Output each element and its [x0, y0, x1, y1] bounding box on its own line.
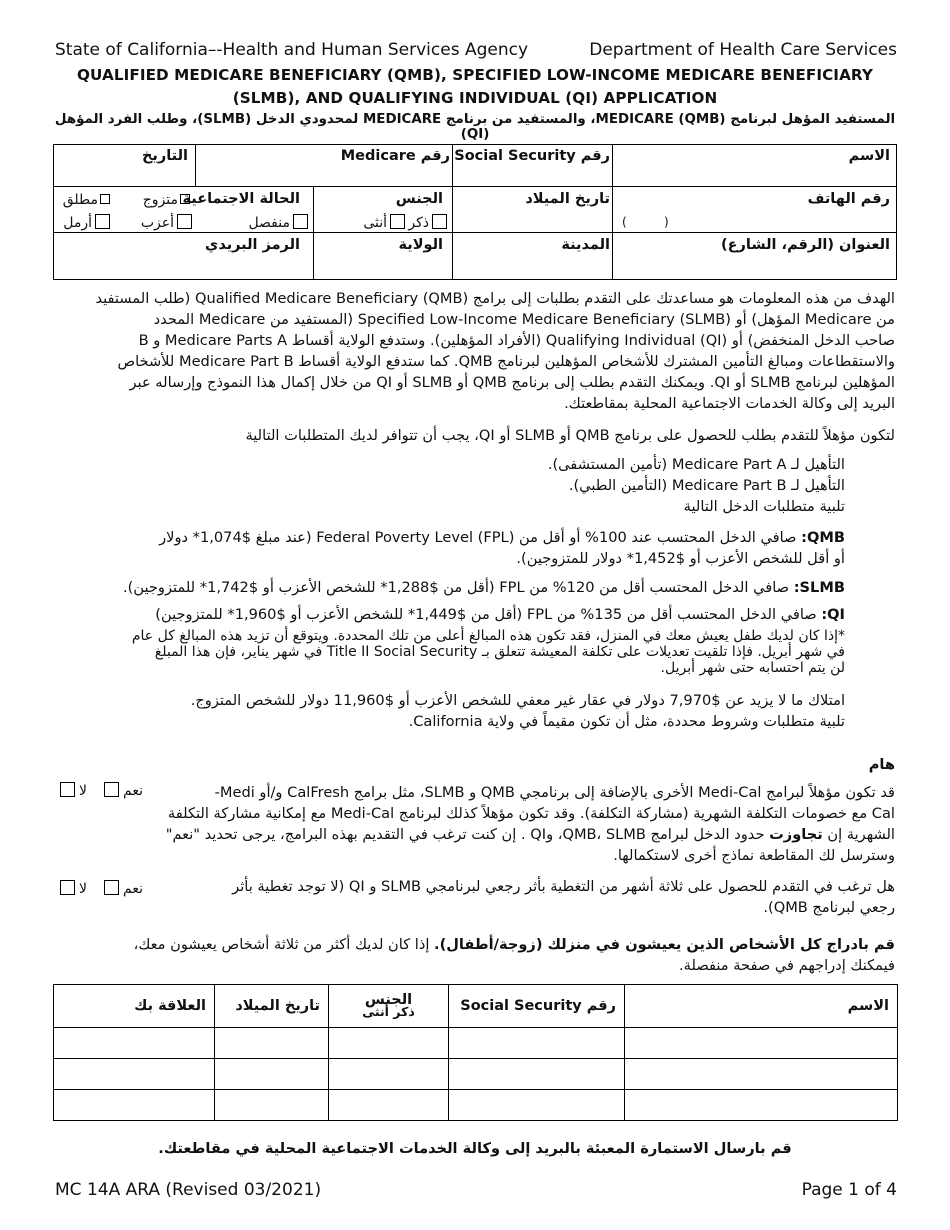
phone-paren-open: ( [622, 215, 627, 229]
question-emphasis: تجاوزت [769, 826, 823, 843]
col-relationship: العلاقة بك [54, 985, 215, 1028]
cell-input[interactable] [215, 1028, 329, 1059]
address-label: العنوان (الرقم، الشارع) [721, 237, 890, 253]
qi-income [0, 604, 845, 625]
widowed-checkbox[interactable] [95, 214, 110, 229]
married-checkbox[interactable] [180, 194, 190, 204]
divorced-checkbox[interactable] [100, 194, 110, 204]
phone-paren-close: ) [664, 215, 669, 229]
cell-input[interactable] [215, 1059, 329, 1090]
asset-requirements [0, 690, 845, 732]
q2-yes-option[interactable] [104, 880, 143, 897]
state-label: الولاية [398, 237, 443, 253]
sex-label: الجنس [395, 191, 443, 207]
zip-label: الرمز البريدي [205, 237, 300, 253]
requirements-list [45, 454, 845, 517]
qi-text: صافي الدخل المحتسب أقل من 135% من FPL (أقل من $1,449* للشخص الأعزب أو $1,960* للمتزوجين) [155, 606, 817, 623]
intro-line: الهدف من هذه المعلومات هو مساعدتك على التقدم بطلبات إلى برامج Qualified Medicare Beneficiary (QMB) (طلب المستفيد [95, 290, 895, 307]
cell-input[interactable] [625, 1028, 898, 1059]
sex-male-option[interactable] [408, 214, 447, 231]
qmb-text-cont: أو أقل للشخص الأعزب أو $1,452* دولار للمتزوجين). [516, 550, 845, 567]
col-ssn: رقم Social Security [449, 985, 625, 1028]
name-label: الاسم [848, 148, 890, 164]
medicare-label: رقم Medicare [340, 148, 450, 164]
slmb-label: SLMB: [793, 579, 845, 596]
cell-input[interactable] [449, 1059, 625, 1090]
q1-yes-option[interactable] [104, 782, 143, 799]
married-label: متزوج [142, 192, 178, 208]
household-instr-text: إذا كان لديك أكثر من ثلاثة أشخاص يعيشون معك، [133, 936, 435, 953]
mail-instruction: قم بارسال الاستمارة المعبئة بالبريد إلى وكالة الخدمات الاجتماعية المحلية في مقاطعتك. [158, 1140, 792, 1157]
qi-label: QI: [821, 606, 845, 623]
cell-input[interactable] [625, 1090, 898, 1121]
intro-line: والاستقطاعات ومبالغ التأمين المشترك للأشخاص المؤهلين لبرنامج QMB. كما ستدفع الولاية أقساط Medicare Part B للأشخاص [117, 353, 895, 370]
form-id: MC 14A ARA (Revised 03/2021) [55, 1180, 322, 1200]
cell-input[interactable] [54, 1028, 215, 1059]
applicant-info-grid [53, 144, 897, 280]
cell-input[interactable] [329, 1028, 449, 1059]
requirement-item: التأهيل لـ Medicare Part B (التأمين الطبي). [568, 477, 845, 494]
widowed-option[interactable] [63, 214, 110, 231]
grid-row-divider [53, 232, 897, 233]
q1-no-checkbox[interactable] [60, 782, 75, 797]
income-footnote [0, 628, 845, 676]
footnote-line: لن يتم احتسابه حتى شهر أبريل. [660, 660, 845, 676]
form-title-arabic: المستفيد المؤهل لبرنامج (MEDICARE (QMB، والمستفيد من برنامج MEDICARE لمحدودي الدخل (SLMB)، وطلب الفرد المؤهل (QI) [54, 112, 896, 142]
grid-row-divider [53, 186, 897, 187]
form-title-line2: (SLMB), AND QUALIFYING INDIVIDUAL (QI) APPLICATION [232, 89, 718, 107]
table-header-row [54, 985, 898, 1028]
question-text: الشهرية إن [822, 826, 895, 843]
col-sex-sub: ذكر أنثى [362, 1004, 415, 1019]
important-heading: هام [868, 756, 895, 773]
cell-input[interactable] [329, 1090, 449, 1121]
marital-label: الحالة الاجتماعية [182, 191, 300, 207]
requirements-intro: لتكون مؤهلاً للتقدم بطلب للحصول على برنامج QMB أو SLMB أو QI، يجب أن تتوافر لديك المتطلبات التالية [245, 427, 895, 444]
separated-option[interactable] [248, 214, 308, 231]
q2-no-option[interactable] [60, 880, 87, 897]
question-line: وسترسل لك المقاطعة نماذج أخرى لاستكمالها. [613, 847, 895, 864]
city-label: المدينة [561, 237, 610, 253]
question-line: قد تكون مؤهلاً لبرامج Medi-Cal الأخرى بالإضافة إلى برنامجي QMB و SLMB، مثل برامج CalFresh و/أو Medi- [214, 784, 895, 801]
cell-input[interactable] [329, 1059, 449, 1090]
date-label: التاريخ [141, 148, 188, 164]
cell-input[interactable] [215, 1090, 329, 1121]
household-table [53, 984, 898, 1121]
asset-line: امتلاك ما لا يزيد عن $7,970 دولار في عقار غير معفي للشخص الأعزب أو $11,960 دولار للشخص المتزوج. [190, 692, 845, 709]
intro-paragraph [35, 288, 895, 414]
col-dob: تاريخ الميلاد [215, 985, 329, 1028]
form-title-line1: QUALIFIED MEDICARE BENEFICIARY (QMB), SPECIFIED LOW-INCOME MEDICARE BENEFICIARY [77, 66, 873, 84]
dob-label: تاريخ الميلاد [525, 191, 610, 207]
col-name: الاسم [625, 985, 898, 1028]
household-instructions [35, 934, 895, 976]
household-instr-text: فيمكنك إدراجهم في صفحة منفصلة. [679, 957, 895, 974]
no-label: لا [79, 881, 87, 897]
q1-no-option[interactable] [60, 782, 87, 799]
ssn-label: رقم Social Security [454, 148, 610, 164]
male-label: ذكر [408, 215, 429, 231]
phone-label: رقم الهاتف [807, 191, 890, 207]
single-label: أعزب [140, 215, 174, 231]
no-label: لا [79, 783, 87, 799]
q2-yes-checkbox[interactable] [104, 880, 119, 895]
q2-no-checkbox[interactable] [60, 880, 75, 895]
col-sex-title: الجنس [364, 992, 413, 1008]
asset-line: تلبية متطلبات وشروط محددة، مثل أن تكون مقيماً في ولاية California. [408, 713, 845, 730]
male-checkbox[interactable] [432, 214, 447, 229]
col-sex [329, 985, 449, 1028]
slmb-income [0, 577, 845, 598]
divorced-option[interactable] [63, 192, 110, 208]
requirement-item: التأهيل لـ Medicare Part A (تأمين المستشفى). [547, 456, 845, 473]
grid-col-divider [195, 144, 196, 186]
question-line: Cal مع خصومات التكلفة الشهرية (مشاركة التكلفة). وقد تكون مؤهلاً كذلك لبرنامج Medi-Cal مع إمكانية مشاركة التكلفة [167, 805, 895, 822]
single-option[interactable] [141, 214, 192, 231]
female-checkbox[interactable] [390, 214, 405, 229]
question-line: رجعي لبرنامج QMB). [763, 899, 895, 916]
sex-female-option[interactable] [363, 214, 405, 231]
grid-col-divider [313, 186, 314, 280]
household-instr-bold: قم بادراج كل الأشخاص الذين يعيشون في منزلك (زوجة/أطفال). [434, 936, 895, 953]
cell-input[interactable] [625, 1059, 898, 1090]
cell-input[interactable] [449, 1090, 625, 1121]
requirement-item: تلبية متطلبات الدخل التالية [683, 498, 845, 515]
cell-input[interactable] [54, 1059, 215, 1090]
intro-line: صاحب الدخل المنخفض) أو Qualifying Individual (QI) (الأفراد المؤهلين). وستدفع الولاية أقساط Medicare Parts A و B [138, 332, 895, 349]
widowed-label: أرمل [63, 215, 92, 231]
intro-line: البريد إلى وكالة الخدمات الاجتماعية المحلية بمقاطعتك. [564, 395, 895, 412]
question-line [155, 824, 895, 845]
slmb-text: صافي الدخل المحتسب أقل من 120% من FPL (أقل من $1,288* للشخص الأعزب أو $1,742* للمتزوجين). [123, 579, 790, 596]
intro-line: من Medicare المؤهل) أو Specified Low-Income Medicare Beneficiary (SLMB) (المستفيد من Medicare المحدد [153, 311, 895, 328]
table-row [54, 1028, 898, 1059]
separated-label: منفصل [248, 215, 290, 231]
grid-col-divider [452, 144, 453, 280]
table-row [54, 1059, 898, 1090]
page-number: Page 1 of 4 [801, 1180, 897, 1200]
cell-input[interactable] [54, 1090, 215, 1121]
intro-line: المؤهلين لبرنامج SLMB أو QI. ويمكنك التقدم بطلب إلى برنامج QMB أو SLMB أو QI من خلال إكمال هذا النموذج وإرساله عبر [129, 374, 895, 391]
table-row [54, 1090, 898, 1121]
grid-col-divider [612, 144, 613, 280]
yes-label: نعم [123, 881, 143, 897]
female-label: أنثى [363, 215, 387, 231]
department-name: Department of Health Care Services [589, 40, 897, 60]
qmb-income [0, 527, 845, 569]
q1-yes-checkbox[interactable] [104, 782, 119, 797]
separated-checkbox[interactable] [293, 214, 308, 229]
question-line: هل ترغب في التقدم للحصول على ثلاثة أشهر من التغطية بأثر رجعي لبرنامجي SLMB و QI (لا توجد تغطية بأثر [232, 878, 895, 895]
footnote-line: في شهر أبريل. فإذا تلقيت تعديلات على تكلفة المعيشة تتعلق بـ Title II Social Security في شهر يناير، فإن هذا المبلغ [154, 644, 845, 660]
question-text: حدود الدخل لبرامج QMB، SLMB، وQI . إن كنت ترغب في التقديم بهذه البرامج، يرجى تحديد "نعم" [165, 826, 770, 843]
divorced-label: مطلق [62, 192, 98, 208]
married-option[interactable] [143, 192, 190, 208]
single-checkbox[interactable] [177, 214, 192, 229]
qmb-label: QMB: [801, 529, 845, 546]
qmb-text: صافي الدخل المحتسب عند 100% أو أقل من Federal Poverty Level (FPL) (عند مبلغ $1,074* دولار [159, 529, 797, 546]
cell-input[interactable] [449, 1028, 625, 1059]
retro-coverage-question [155, 876, 895, 918]
yes-label: نعم [123, 783, 143, 799]
other-programs-question [155, 782, 895, 866]
agency-name: State of California–-Health and Human Services Agency [55, 40, 529, 60]
footnote-line: *إذا كان لديك طفل يعيش معك في المنزل، فقد تكون هذه المبالغ أعلى من تلك المحددة. ويتوقع أن تزيد هذه المبالغ كل عام [131, 628, 845, 644]
